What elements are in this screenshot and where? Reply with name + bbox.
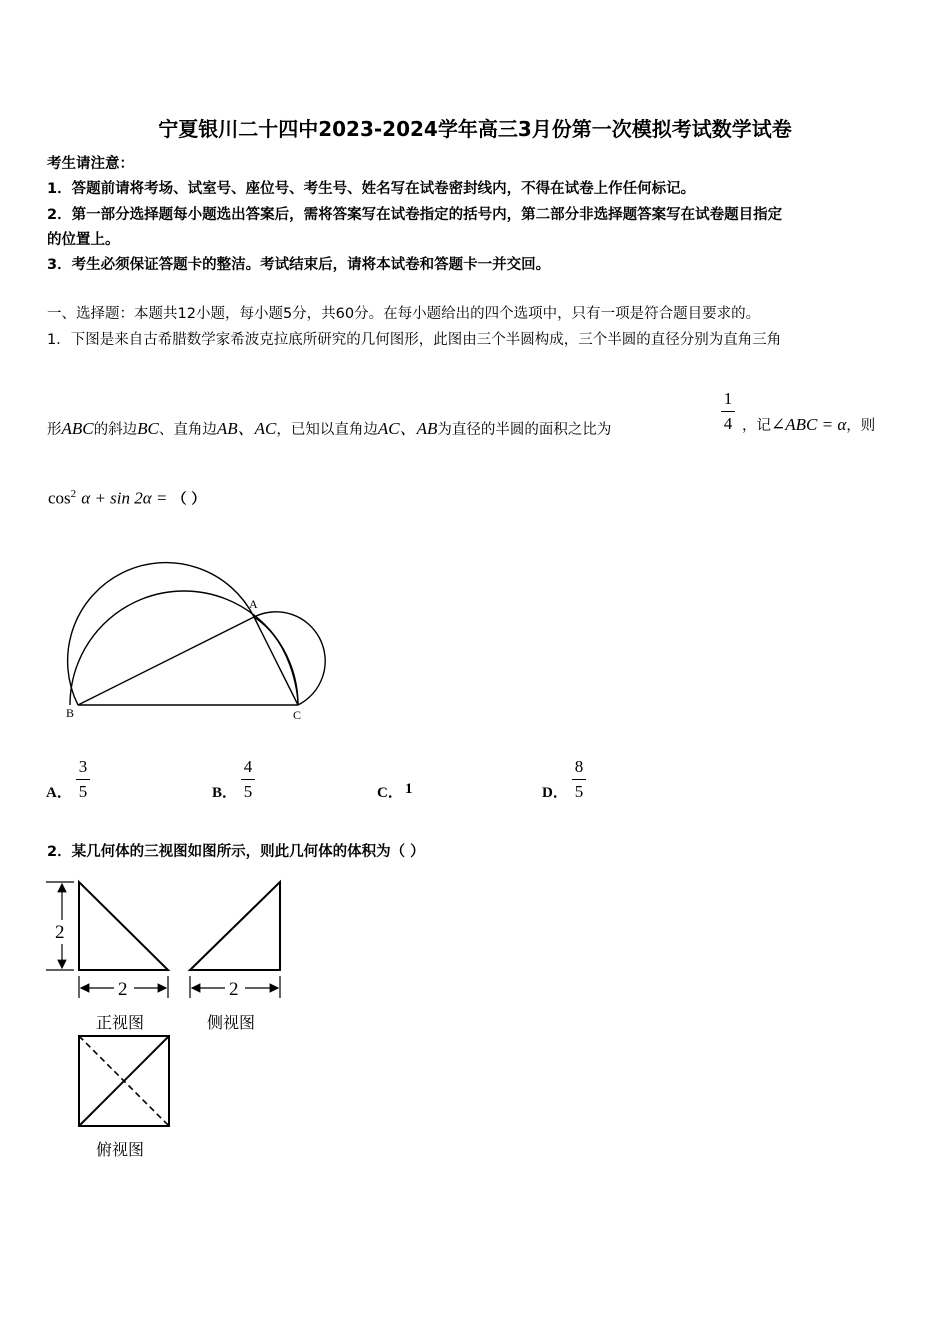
point-a-label: A (249, 597, 258, 611)
q1-ratio-den: 4 (723, 414, 733, 433)
q1-expr-cos: cos (48, 488, 71, 508)
q1-segments-ab-ac: AB、AC (216, 419, 277, 438)
option-b-num: 4 (243, 757, 253, 776)
option-b-letter: B． (212, 785, 238, 801)
notice-item-2-cont: 的位置上。 (47, 232, 120, 248)
section-heading: 一、选择题：本题共12小题，每小题5分，共60分。在每小题给出的四个选项中，只有一项是符合题目要求的。 (47, 306, 761, 322)
dim-front-width-label: 2 (118, 979, 128, 1000)
top-view-label: 俯视图 (96, 1140, 145, 1159)
notice-heading: 考生请注意： (47, 156, 134, 172)
q1-t5: 为直径的半圆的面积之比为 (437, 422, 612, 438)
option-a-den: 5 (78, 782, 88, 801)
q1-t4: ，已知以直角边 (276, 422, 378, 438)
point-c-label: C (293, 708, 302, 722)
option-c-value: 1 (405, 781, 413, 797)
q1-t1: 形 (47, 422, 62, 438)
side-view-triangle (190, 882, 280, 970)
q1-t7: ，则 (846, 418, 876, 434)
q1-angle: ∠ABC = α (771, 415, 847, 434)
q1-expr-sup: 2 (70, 488, 77, 500)
q1-t6: ，记 (742, 418, 771, 434)
dim-side-width-label: 2 (229, 979, 239, 1000)
front-view-label: 正视图 (96, 1013, 145, 1032)
notice-item-1: 1．答题前请将考场、试室号、座位号、考生号、姓名写在试卷密封线内，不得在试卷上作任何标记。 (47, 181, 696, 197)
q1-segments-ac-ab: AC、AB (377, 419, 438, 438)
side-view-label: 侧视图 (207, 1013, 256, 1032)
notice-item-2: 2．第一部分选择题每小题选出答案后，需将答案写在试卷指定的括号内，第二部分非选择题答案写在试卷题目指定 (47, 207, 783, 223)
q1-answer-paren: （ ） (172, 491, 206, 508)
front-view-triangle (79, 882, 168, 970)
q1-text-line1: 1．下图是来自古希腊数学家希波克拉底所研究的几何图形，此图由三个半圆构成，三个半圆的直径分别为直角三角 (47, 332, 782, 348)
dim-height-label: 2 (55, 922, 65, 943)
q1-expr-rest: α + sin 2α = (81, 488, 168, 508)
option-d-num: 8 (574, 757, 584, 776)
option-a-letter: A． (46, 785, 72, 801)
q2-text: 2．某几何体的三视图如图所示，则此几何体的体积为（ ） (47, 844, 425, 860)
option-d-den: 5 (574, 782, 584, 801)
notice-item-3: 3．考生必须保证答题卡的整洁。考试结束后，请将本试卷和答题卡一并交回。 (47, 257, 551, 273)
point-b-label: B (66, 706, 75, 720)
q1-t2: 的斜边 (93, 422, 138, 438)
option-a-num: 3 (78, 757, 88, 776)
option-b-den: 5 (243, 782, 253, 801)
q1-triangle-abc: ABC (61, 419, 94, 438)
q1-ratio-num: 1 (723, 389, 733, 408)
q1-segment-bc: BC (137, 419, 159, 438)
page-title: 宁夏银川二十四中2023-2024学年高三3月份第一次模拟考试数学试卷 (158, 117, 792, 141)
q1-t3: 、直角边 (158, 422, 217, 438)
option-c-letter: C． (377, 785, 403, 801)
option-d-letter: D． (542, 785, 568, 801)
